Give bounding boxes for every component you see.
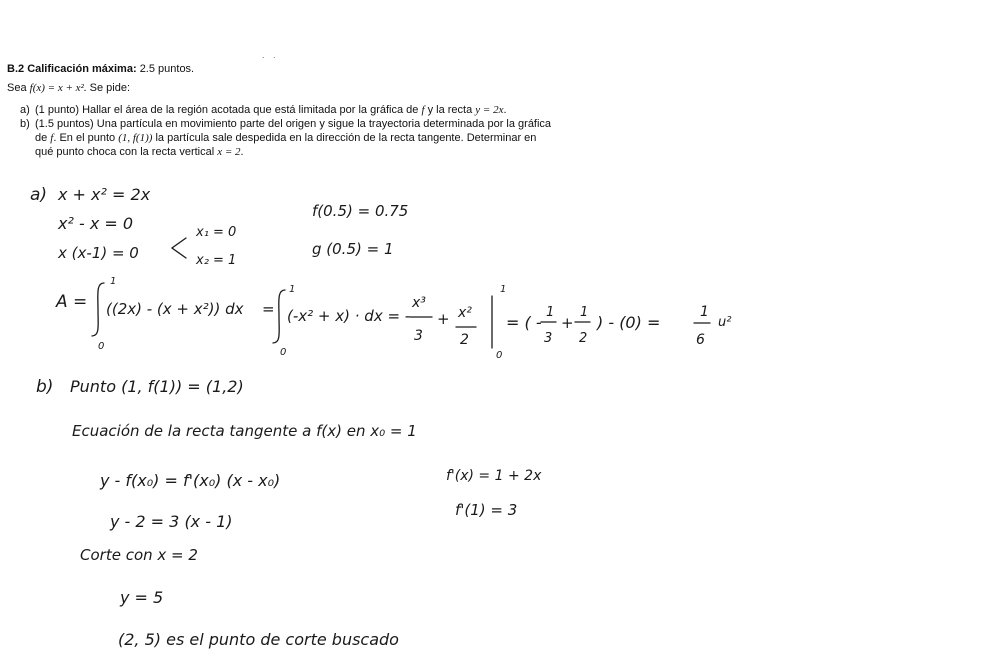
eval-frac2-den: 2	[579, 331, 588, 346]
integrand-1: ((2x) - (x + x²)) dx	[106, 300, 244, 318]
scan-dots: . .	[262, 50, 279, 60]
intersection-heading: Corte con x = 2	[80, 546, 198, 564]
part-b	[36, 377, 542, 649]
item-b-line1: (1.5 puntos) Una partícula en movimiento parte del origen y sigue la trayectoria determinada por la gráfica	[35, 118, 552, 130]
equation-factored: x (x-1) = 0	[58, 244, 139, 262]
part-a-label: a)	[30, 185, 48, 205]
item-a-label: a)	[20, 104, 30, 116]
integrand-2: (-x² + x) · dx = -	[287, 307, 411, 325]
frac2-num: x²	[458, 305, 472, 321]
integral-1-upper: 1	[110, 276, 117, 287]
intro-text: Sea	[7, 82, 30, 94]
score-value: 2.5 puntos.	[139, 63, 195, 75]
frac1-num: x³	[412, 295, 426, 311]
eval-frac1-num: 1	[546, 305, 555, 320]
intro-function: f(x) = x + x².	[29, 82, 87, 94]
integral-2-lower: 0	[280, 347, 287, 358]
eval-frac2-num: 1	[580, 305, 589, 320]
point-line: Punto (1, f(1)) = (1,2)	[70, 377, 244, 396]
problem-id: B.2	[7, 63, 25, 75]
conclusion: (2, 5) es el punto de corte buscado	[118, 630, 399, 649]
equals-1: =	[262, 300, 275, 318]
eval-lower: 0	[496, 350, 503, 361]
score-label: Calificación máxima:	[27, 63, 137, 75]
g-evaluation: g (0.5) = 1	[312, 240, 394, 258]
plus-1: +	[437, 310, 450, 328]
area-label: A =	[56, 292, 88, 312]
area-unit: u²	[718, 315, 732, 330]
part-a	[30, 185, 731, 361]
item-b-line3: qué punto choca con la recta vertical x = 2.	[35, 146, 244, 158]
frac1-den: 3	[414, 328, 423, 344]
derivative-value: f'(1) = 3	[455, 501, 518, 519]
integral-sign-1	[92, 283, 104, 336]
y-value: y = 5	[120, 588, 164, 607]
integral-1-lower: 0	[98, 341, 105, 352]
eval-close: ) - (0) =	[597, 313, 661, 332]
item-a-math-f: f	[421, 104, 425, 116]
item-a-text: (1 punto) Hallar el área de la región acotada que está limitada por la gráfica de	[35, 104, 422, 116]
item-a-math-line: y = 2x	[475, 104, 504, 116]
part-b-label: b)	[36, 377, 54, 397]
eval-upper: 1	[500, 284, 507, 295]
item-b-label: b)	[20, 118, 30, 130]
item-a-end: .	[503, 104, 507, 116]
result-den: 6	[696, 332, 705, 348]
tangent-equation: y - 2 = 3 (x - 1)	[110, 512, 233, 531]
integral-2-upper: 1	[289, 284, 296, 295]
derivative: f'(x) = 1 + 2x	[446, 468, 542, 484]
item-a-text2: y la recta	[424, 104, 476, 116]
roots-bracket	[172, 238, 186, 258]
integral-sign-2	[273, 290, 285, 343]
frac2-den: 2	[460, 332, 469, 348]
tangent-formula: y - f(x₀) = f'(x₀) (x - x₀)	[100, 471, 281, 490]
equation-intersection: x + x² = 2x	[58, 185, 151, 204]
root-2: x₂ = 1	[196, 253, 237, 268]
intro-text-end: Se pide:	[86, 82, 130, 94]
root-1: x₁ = 0	[196, 225, 237, 240]
equation-reduced: x² - x = 0	[58, 214, 134, 233]
tangent-heading: Ecuación de la recta tangente a f(x) en x₀ = 1	[72, 422, 417, 440]
result-num: 1	[700, 304, 709, 320]
item-b-line2: de f. En el punto (1, f(1)) la partícula sale despedida en la dirección de la recta tangente. Determinar en	[35, 132, 537, 144]
f-evaluation: f(0.5) = 0.75	[312, 202, 409, 220]
eval-open: = ( -	[506, 313, 542, 332]
eval-frac1-den: 3	[544, 331, 553, 346]
eval-plus: +	[561, 314, 574, 332]
